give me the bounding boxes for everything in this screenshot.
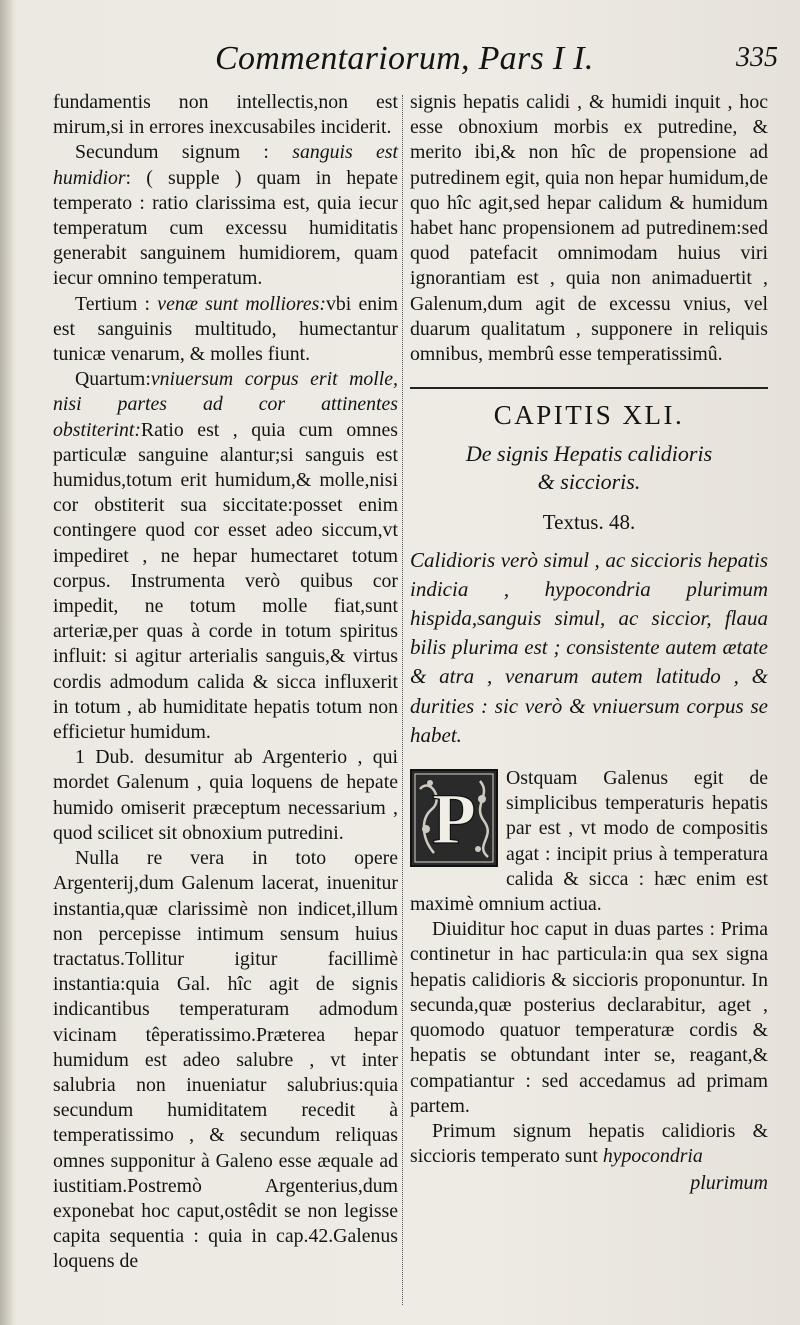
left-paragraph-2 [53,140,398,291]
commentary-paragraph-1: Ostquam Galenus egit de simplicibus temperaturis hepatis par est , vt modo de compositis agat : incipit prius à temperatura calida & sicca : hæc enim est maximè omnium actiua. [410,767,768,916]
chapter-subtitle [410,440,768,496]
commentary-p3-italic: hypocondria [602,1145,703,1168]
left-p2-rest: : ( supple ) quam in hepate temperato : ratio clarissima est, quia iecur temperatum cum excessu humiditatis generabit sanguinem humidiorem, quam iecur omnino temperatum. [53,166,398,290]
left-p3-lead: Tertium : [75,292,151,315]
left-p4-rest: Ratio est , quia cum omnes particulæ sanguine alantur;si sanguis est humidus,totum erit humidum,& molle,nisi cor obstiterit sua siccitate:posset enim contingere quod cor esset adeo siccum,vt impediret , ne hepar humectaret totum corpus. Instrumenta verò quibus cor impedit, ne totum molle fiat,sunt arteriæ,per quas à corde in totum spiritus influit: si agitur arterialis sanguis,& virtus cordis admodum calida & sicca influxerit in totum , ab humiditate hepatis totum non efficietur humidum. [53,418,398,744]
textus-quote: Calidioris verò simul , ac siccioris hepatis indicia , hypocondria plurimum hispida,sanguis simul, ac siccior, flaua bilis plurima est ; consistente autem ætate & atra , venarum autem latitudo , & durities : sic verò & vniuersum corpus se habet. [410,547,768,747]
section-rule [410,387,768,389]
chapter-heading: CAPITIS XLI. [493,400,685,431]
chapter-subtitle-line-1: De signis Hepatis calidioris [465,441,713,467]
catchword: plurimum [690,1172,768,1195]
left-p2-italic: sanguis est humidior [53,141,399,189]
left-paragraph-6: Nulla re vera in toto opere Argenterij,dum Galenum lacerat, inuenitur instantia,quæ clarissimè non indicet,illum non percepisse intimum sensum huius tractatus.Tollitur igitur facillimè instantia:quia Gal. hîc agit de signis indicantibus temperaturam admodum vicinam têperatissimo.Præterea hepar humidum est adeo salubre , vt inter salubria non inueniatur salubrius:quia secundum humiditatem recedit à temperatissimo , & secundum reliquas omnes supponitur à Galeno esse æquale ad iustitiam.Postremò Argenterius,dum exponebat hoc caput,ostêdit se non legisse capita sequentia : quia in cap.42.Galenus loquens de [53,847,398,1273]
left-column [53,90,398,1275]
left-paragraph-4 [53,367,398,745]
left-p4-italic: vniuersum corpus erit molle, nisi partes ad cor attinentes obstiterint: [53,368,398,441]
left-p2-lead: Secundum signum : [75,141,269,164]
commentary-paragraph-2: Diuiditur hoc caput in duas partes : Prima continetur in hac particula:in qua sex signa hepatis calidioris & siccioris proponuntur. In secunda,quæ posterius declarabitur, aget , quomodo quatuor temperaturæ cordis & hepatis se obtundant inter se, reagant,& compatiantur : sed accedamus ad primam partem. [410,918,768,1117]
left-paragraph-5: 1 Dub. desumitur ab Argenterio , qui mordet Galenum , quia loquens de hepate humido omiserit præceptum necessarium , quod scilicet sit obnoxium putredini. [53,746,398,844]
running-title: Commentariorum, Pars I I. [215,40,594,77]
chapter-subtitle-line-2: & siccioris. [537,469,641,495]
commentary-block [410,766,768,1196]
commentary-p3-lead: Primum signum hepatis calidioris & siccioris temperato sunt [410,1119,768,1168]
ornamental-initial-graphic [410,769,498,867]
left-paragraph-3 [53,292,398,368]
left-paragraph-1: fundamentis non intellectis,non est mirum,si in errores inexcusabiles inciderit. [53,91,398,139]
left-p4-lead: Quartum: [75,368,151,391]
left-p3-rest: vbi enim est sanguinis multitudo, humectantur tunicæ venarum, & molles fiunt. [53,292,399,366]
ornamental-initial [410,769,498,867]
right-column [410,90,768,1197]
right-paragraph-1: signis hepatis calidi , & humidi inquit , hoc esse obnoxium morbis ex putredine, & merito ibi,& non hîc de propensione ad putredinem egit, quia non hepar humidum,de quo hîc agit,sed hepar calidum & humidum habet hanc propensionem ad putredinem:sed quod patefacit omnimodam huius viri ignorantiam est , quia non animaduertit , Galenum,dum agit de excessu vnius, vel duarum qualitatum , supponere in reliquis omnibus, membrû esse temperatissimû. [410,91,768,366]
textus-label: Textus. 48. [542,510,636,535]
commentary-paragraph-3 [410,1119,768,1169]
page-header [40,40,780,90]
svg-text:P: P [432,779,476,860]
page-number: 335 [736,42,778,73]
left-p3-italic: venæ sunt molliores: [157,292,326,315]
page-gutter-shadow [0,0,14,1325]
column-divider [402,95,404,1305]
